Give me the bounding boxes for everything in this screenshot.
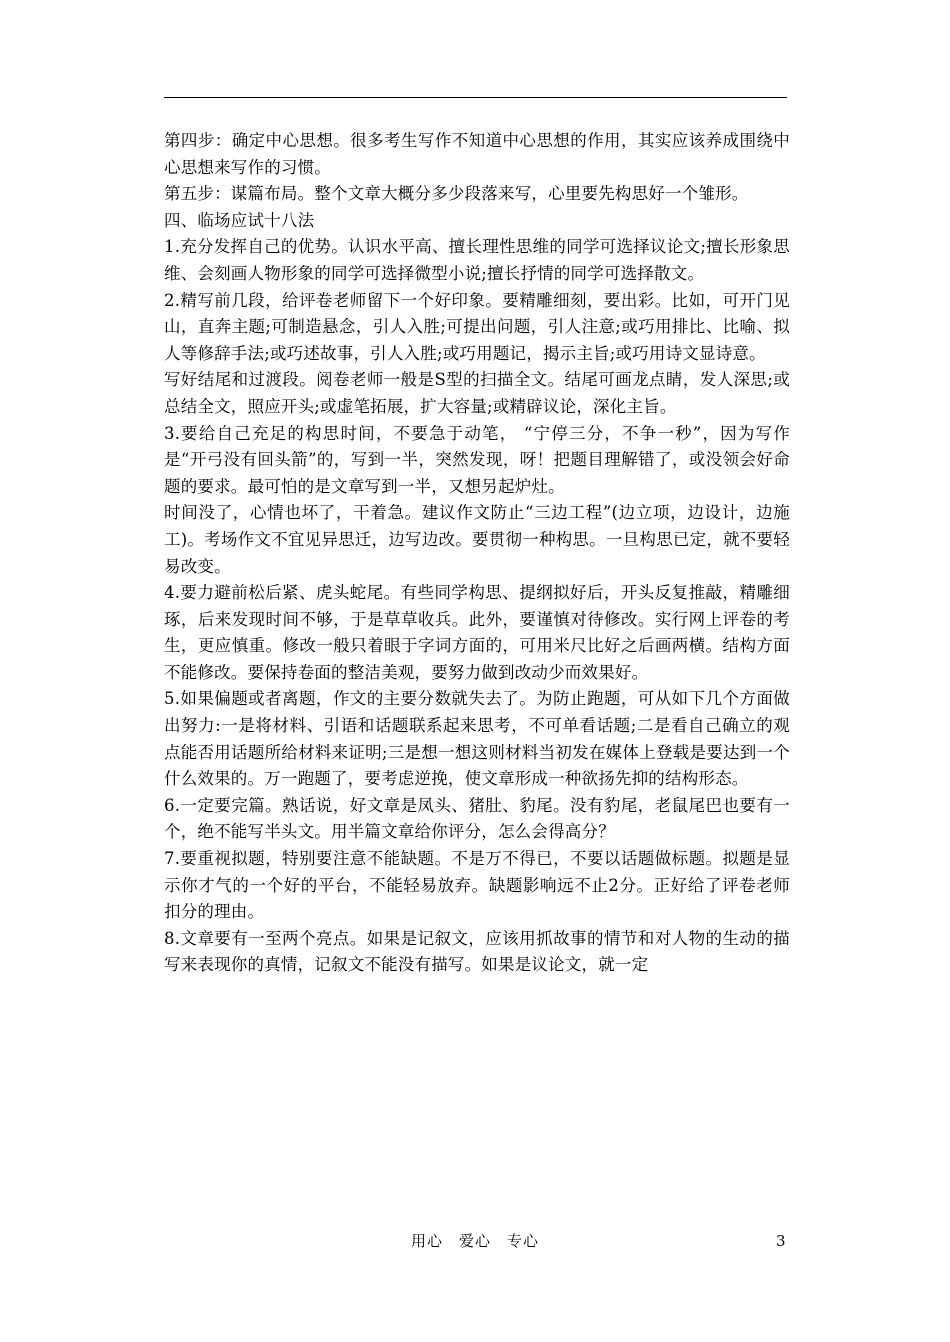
paragraph-item-3: 3.要给自己充足的构思时间，不要急于动笔， “宁停三分，不争一秒”，因为写作是“开弓没有回头箭”的，写到一半，突然发现，呀！把题目理解错了，或没领会好命题的要求。最可怕的是文章写到一半，又想另起炉灶。 (164, 423, 790, 496)
paragraph-item-6: 6.一定要完篇。熟话说，好文章是凤头、猪肚、豹尾。没有豹尾，老鼠尾巴也要有一个，绝不能写半头文。用半篇文章给你评分，怎么会得高分？ (164, 795, 790, 842)
document-body (164, 128, 790, 979)
paragraph-item-1: 1.充分发挥自己的优势。认识水平高、擅长理性思维的同学可选择议论文;擅长形象思维、会刻画人物形象的同学可选择微型小说;擅长抒情的同学可选择散文。 (164, 237, 790, 283)
section-heading: 四、临场应试十八法 (164, 210, 315, 230)
paragraph-item-2: 2.精写前几段，给评卷老师留下一个好印象。要精雕细刻，要出彩。比如，可开门见山，直奔主题;可制造悬念，引人入胜;可提出问题，引人注意;或巧用排比、比喻、拟人等修辞手法;或巧述故事，引人入胜;或巧用题记，揭示主旨;或巧用诗文显诗意。 (164, 290, 790, 363)
paragraph-item-7: 7.要重视拟题，特别要注意不能缺题。不是万不得已，不要以话题做标题。拟题是显示你才气的一个好的平台，不能轻易放弃。缺题影响远不止2分。正好给了评卷老师扣分的理由。 (164, 849, 790, 922)
paragraph-step-four: 第四步：确定中心思想。很多考生写作不知道中心思想的作用，其实应该养成围绕中心思想来写作的习惯。 (164, 131, 790, 177)
footer-slogan: 用心 爱心 专心 (410, 1232, 539, 1250)
paragraph-item-8: 8.文章要有一至两个亮点。如果是记叙文，应该用抓故事的情节和对人物的生动的描写来表现你的真情，记叙文不能没有描写。如果是议论文，就一定 (164, 928, 790, 975)
paragraph-step-five: 第五步：谋篇布局。整个文章大概分多少段落来写，心里要先构思好一个雏形。 (164, 184, 749, 204)
page-number: 3 (776, 1232, 786, 1250)
paragraph-item-4: 4.要力避前松后紧、虎头蛇尾。有些同学构思、提纲拟好后，开头反复推敲，精雕细琢，后来发现时间不够，于是草草收兵。此外，要谨慎对待修改。实行网上评卷的考生，更应慎重。修改一般只着眼于字词方面的，可用米尺比好之后画两横。结构方面不能修改。要保持卷面的整洁美观，要努力做到改动少而效果好。 (164, 583, 790, 682)
paragraph-ending-transition: 写好结尾和过渡段。阅卷老师一般是S型的扫描全文。结尾可画龙点睛，发人深思;或总结全文，照应开头;或虚笔拓展，扩大容量;或精辟议论，深化主旨。 (164, 370, 790, 416)
paragraph-time-lost: 时间没了，心情也坏了，干着急。建议作文防止“三边工程”(边立项，边设计，边施工)。考场作文不宜见异思迁，边写边改。要贯彻一种构思。一旦构思已定，就不要轻易改变。 (164, 503, 790, 576)
header-rule (164, 97, 787, 98)
paragraph-item-5: 5.如果偏题或者离题，作文的主要分数就失去了。为防止跑题，可从如下几个方面做出努力:一是将材料、引语和话题联系起来思考，不可单看话题;二是看自己确立的观点能否用话题所给材料来证明;三是想一想这则材料当初发在媒体上登载是要达到一个什么效果的。万一跑题了，要考虑逆挽，使文章形成一种欲扬先抑的结构形态。 (164, 689, 790, 789)
